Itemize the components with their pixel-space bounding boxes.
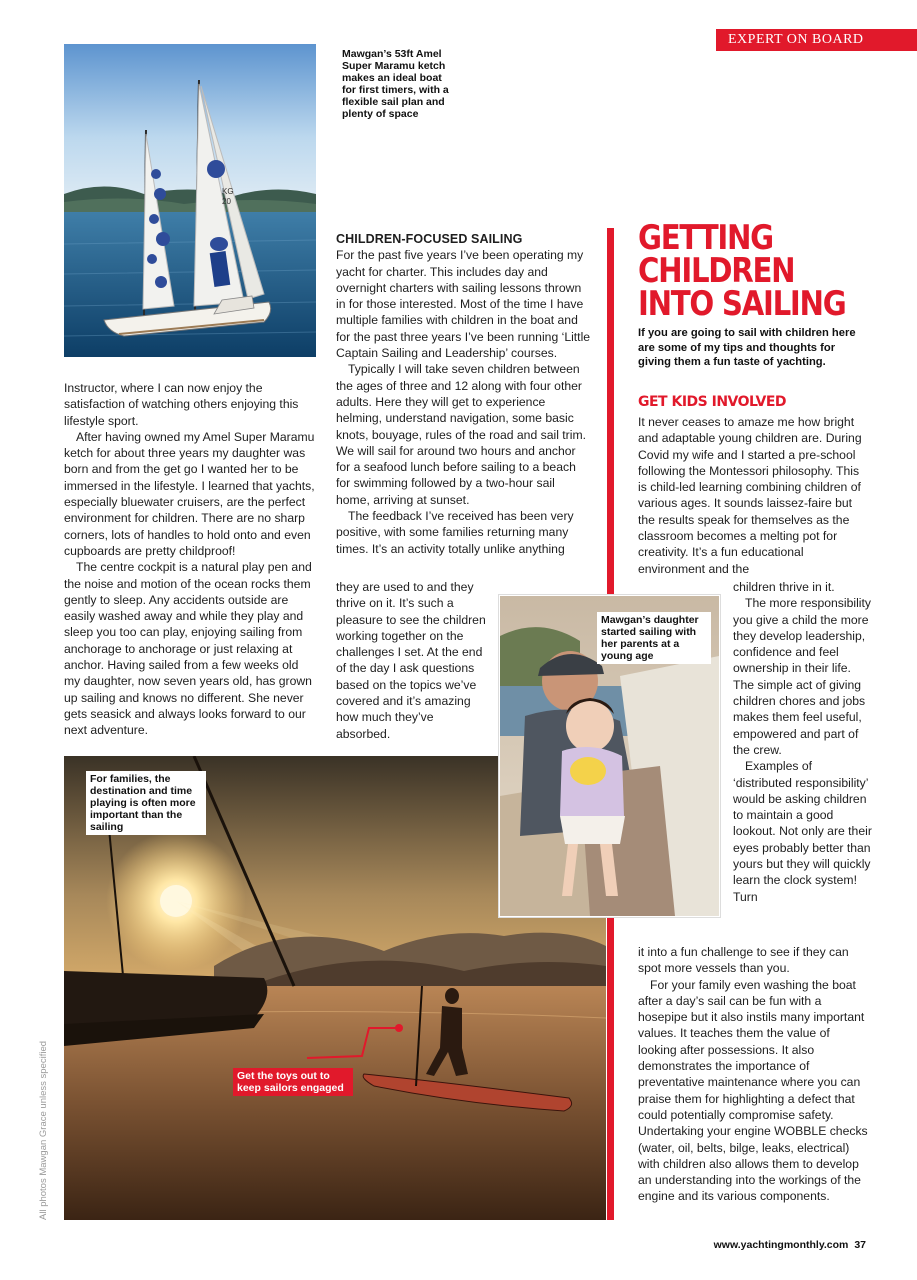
sidebar-text-top xyxy=(638,414,870,577)
svg-text:KG: KG xyxy=(222,187,234,196)
daughter-photo-caption: Mawgan’s daughter started sailing with her parents at a young age xyxy=(597,612,711,664)
col2-paragraph: The feedback I’ve received has been very positive, with some families returning many times. It’s an activity totally unlike anything xyxy=(336,509,574,556)
ketch-photo-caption: Mawgan’s 53ft Amel Super Maramu ketch makes an ideal boat for first timers, with a flexible sail plan and plenty of space xyxy=(342,48,449,120)
col2-paragraph: For the past five years I’ve been operating my yacht for charter. This includes day and overnight charters with sailing lessons thrown in for those interested. Most of the time I have multiple families with children in the boat and for the past three years I’ve been running ‘Little Captain Sailing and Leadership’ courses. xyxy=(336,248,591,361)
column-1-text xyxy=(64,380,318,739)
col1-paragraph: Instructor, where I can now enjoy the satisfaction of watching others enjoying this lifestyle sport. xyxy=(64,381,299,428)
photo-credit: All photos Mawgan Grace unless specified xyxy=(38,1040,49,1220)
sidebar-paragraph: It never ceases to amaze me how bright and adaptable young children are. During Covid my wife and I started a pre-school following the Montessori philosophy. This is child-led learning combining children of various ages. It sounds laissez-faire but the results speak for themselves as the classroom becomes a melting pot for creativity. It’s a fun educational environment and the xyxy=(638,415,862,576)
col1-paragraph: The centre cockpit is a natural play pen and the noise and motion of the ocean rocks them gently to sleep. Any accidents outside are easily washed away and while they play and sleep you too can play, enjoying sailing from anchorage to anchorage or just relaxing at anchor. Having sailed from a few weeks old my daughter, now seven years old, has grown up sailing and knows no different. She never gets seasick and always looks forward to our next adventure. xyxy=(64,560,312,738)
sidebar-title xyxy=(638,218,870,324)
col2-paragraph: they are used to and they thrive on it. It’s such a pleasure to see the children working together on the challenges I set. At the end of the day I ask questions based on the topics we’ve covered and it’s amazing how much they’ve absorbed. xyxy=(336,580,486,741)
sidebar-paragraph: children thrive in it. xyxy=(733,580,835,594)
col1-paragraph: After having owned my Amel Super Maramu ketch for about three years my daughter was born and from the get go I wanted her to be immersed in the lifestyle. I learned that yachts, especially bluewater cruisers, are the perfect environment for children. There are no sharp corners, lots of handles to hold onto and even cupboards are pretty childproof! xyxy=(64,429,315,558)
sidebar-paragraph: The more responsibility you give a child the more they develop leadership, confidence and feel ownership in their life. The simple act of giving children chores and jobs makes them feel useful, empowered and part of the crew. xyxy=(733,596,871,757)
title-line: GETTING xyxy=(638,218,773,258)
sidebar-paragraph: For your family even washing the boat after a day’s sail can be fun with a hosepipe but it also instils many important values. It teaches them the value of looking after possessions. It also demonstrates the importance of preventative maintenance where you can praise them for highlighting a defect that could potentially compromise safety. Undertaking your engine WOBBLE checks (water, oil, belts, bilge, leaks, electrical) with children also allows them to develop an understanding into the workings of the engine and its various components. xyxy=(638,977,868,1204)
title-line: CHILDREN xyxy=(638,251,795,291)
col2-paragraph: Typically I will take seven children between the ages of three and 12 along with four other adults. Here they will get to experience helming, understand navigation, some basic knots, bouyage, rules of the road and sail trim. We will sail for around two hours and anchor for a seafood lunch before sailing to a beach for swimming followed by a two-hour sail home, arriving at sunset. xyxy=(336,362,586,507)
svg-text:20: 20 xyxy=(222,197,231,206)
sunset-caption-toys: Get the toys out to keep sailors engaged xyxy=(233,1068,353,1096)
section-heading: CHILDREN-FOCUSED SAILING xyxy=(336,232,523,246)
footer-url: www.yachtingmonthly.com xyxy=(713,1239,849,1251)
section-label: EXPERT ON BOARD xyxy=(716,29,917,51)
sidebar-text-bottom xyxy=(638,944,870,1205)
column-2-text xyxy=(336,231,592,557)
ketch-photo xyxy=(64,44,316,357)
sidebar-subheading: GET KIDS INVOLVED xyxy=(638,394,787,410)
title-line: INTO SAILING xyxy=(638,284,846,324)
sidebar-paragraph: Examples of ‘distributed responsibility’ would be asking children to maintain a good lookout. Not only are their eyes probably better than yours but they will quickly learn the clock system! Turn xyxy=(733,759,872,904)
sidebar-paragraph: it into a fun challenge to see if they can spot more vessels than you. xyxy=(638,945,849,976)
standfirst: If you are going to sail with children here are some of my tips and thoughts for giving them a fun taste of yachting. xyxy=(638,327,856,368)
page-number: 37 xyxy=(854,1239,866,1251)
footer xyxy=(660,1239,866,1251)
column-2-narrow-text xyxy=(336,579,488,742)
sunset-caption-families: For families, the destination and time playing is often more important than the sailing xyxy=(86,771,206,835)
sidebar-text-narrow xyxy=(733,579,873,905)
